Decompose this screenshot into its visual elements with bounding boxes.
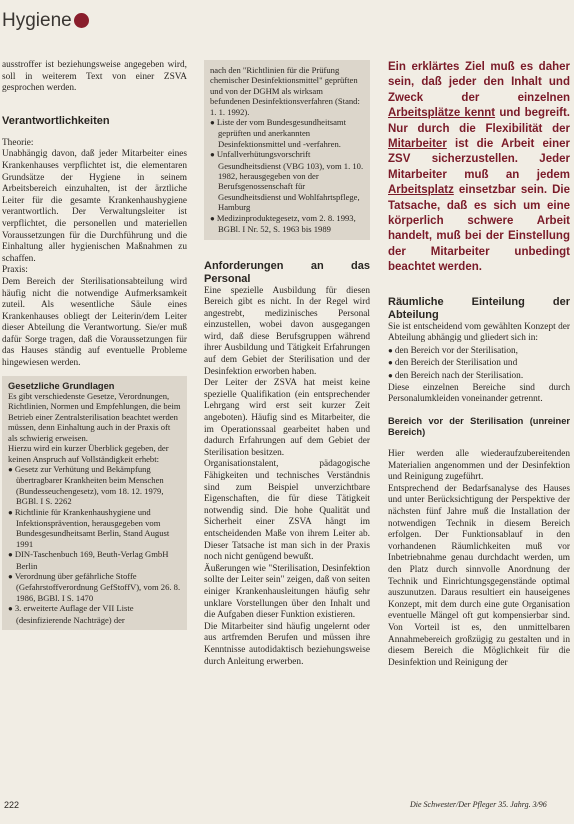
list-item: ● Verordnung über gefährliche Stoffe (Gefahrstoffverordnung GefStoffV), vom 26. 8. 1986, BGBl. I S. 1470 xyxy=(8,571,181,603)
staff-para-4: Äußerungen wie "Sterilisation, Desinfektion sollte der Leiter sein" zeigen, daß von seiten einiger Krankenhausleitungen häufig sehr unklare Vorstellungen über den Inhalt und die Aufgaben dieser Funktion existieren. xyxy=(204,563,370,621)
box-title: Gesetzliche Grundlagen xyxy=(8,380,115,391)
theory-text: Unabhängig davon, daß jeder Mitarbeiter eines Krankenhauses verpflichtet ist, die elementaren Grundsätze der Hygiene in seinem Arbeitsbereich einzuhalten, ist der ärztliche Leiter für die gesamte Krankenhaushygiene verantwortlich. Der Verwaltungsleiter ist verpflichtet, die personellen und materiellen Voraussetzungen für die Durchführung und die Einhaltung aller hygienischen Maßnahmen zu schaffen. xyxy=(2,149,187,264)
layout-para-1: Sie ist entscheidend vom gewählten Konzept der Abteilung abhängig und gliedert sich in: xyxy=(388,321,570,344)
list-item: ● Gesetz zur Verhütung und Bekämpfung übertragbarer Krankheiten beim Menschen (Bundesseuchengesetz), vom 18. 12. 1979, BGBl. I S. 2262 xyxy=(8,464,181,507)
page-number: 222 xyxy=(4,800,20,810)
section-dot-icon xyxy=(74,13,89,28)
list-item: ● Unfallverhütungsvorschrift Gesundheitsdienst (VBG 103), vom 1. 10. 1982, herausgegeben von der Berufsgenossenschaft für Gesundheitsdienst und Wohlfahrtspflege, Hamburg xyxy=(210,149,364,212)
list-item: ● Liste der vom Bundesgesundheitsamt geprüften und anerkannten Desinfektionsmittel und -verfahren. xyxy=(210,117,364,149)
legal-basis-box xyxy=(2,376,187,630)
unclean-para-1: Hier werden alle wiederaufzubereitenden Materialien angenommen und der Desinfektion und Reinigung zugeführt. xyxy=(388,449,570,483)
journal-source: Die Schwester/Der Pfleger 35. Jahrg. 3/96 xyxy=(410,800,547,809)
box-text-1: Es gibt verschiedenste Gesetze, Verordnungen, Richtlinien, Normen und Empfehlungen, die beim Betrieb einer Zentralsterilisation beachtet werden müssen, denn Einhaltung auch in der Praxis oft als schwierig erweisen. xyxy=(8,391,181,443)
intro-text: ausstroffer ist beziehungsweise angegeben wird, soll in weiterem Text von einer ZSVA gesprochen werden. xyxy=(2,60,187,94)
list-item: ● 3. erweiterte Auflage der VII Liste (desinfizierende Nachträge) der xyxy=(8,603,181,625)
staff-para-2: Der Leiter der ZSVA hat meist keine spezielle Qualifikation (ein entsprechender Lehrgang wird erst seit kurzer Zeit angeboten). Häufig sind es Mitarbeiter, die im Operationssaal gearbeitet haben und dadurch Erfahrungen auf dem Gebiet der Sterilisation besitzen. xyxy=(204,378,370,458)
practice-text: Dem Bereich der Sterilisationsabteilung wird häufig nicht die notwendige Aufmerksamkeit zuteil. Als wesentliche Säule eines Krankenhauses obliegt der Leiterin/dem Leiter dieser Abteilung die Verantwortung. Sie/er muß dafür Sorge tragen, daß die Voraussetzungen für das Hauses ständig auf eventuelle Probleme hingewiesen werden. xyxy=(2,276,187,369)
column-middle xyxy=(204,60,370,668)
unclean-para-2: Entsprechend der Bedarfsanalyse des Hauses und unter Berücksichtigung der Perspektive der nächsten fünf Jahre muß die Installation der notwendigen Technik in diesem Bereich erfolgen. Der Funktionsablauf in den vorhandenen Räumlichkeiten muß vor Inbetriebnahme genau durchdacht werden, um den Platz durch sinnvolle Anordnung der Technik und Einrichtungsgegenstände optimal auszunutzen. Daraus resultiert ein hauseigenes Konzept, mit dem durch eine gute Organisation eventuelle Mängel oft gut kompensierbar sind. Von Vorteil ist es, den unmittelbaren Annahmebereich großzügig zu gestalten und in diesem Bereich die Möglichkeit für die Desinfektion und Reinigung der xyxy=(388,483,570,668)
box-text-2: Hierzu wird ein kurzer Überblick gegeben, der keinen Anspruch auf Vollständigkeit erhebt: xyxy=(8,443,169,464)
theory-label: Theorie: xyxy=(2,137,34,148)
subheading-unclean-area: Bereich vor der Sterilisation (unreiner Bereich) xyxy=(388,415,570,438)
list-item: ● den Bereich nach der Sterilisation. xyxy=(388,370,570,383)
staff-para-1: Eine spezielle Ausbildung für diesen Bereich gibt es nicht. In der Regel wird angestrebt, medizinisches Personal einzustellen, wobei davon ausgegangen wird, daß diese Berufsgruppen während ihrer Ausbildung und Tätigkeit Erfahrungen auf dem Gebiet der Sterilisation und der Desinfektion erworben haben. xyxy=(204,285,370,377)
heading-responsibility: Verantwortlichkeiten xyxy=(2,114,110,127)
list-item: ● Medizinproduktegesetz, vom 2. 8. 1993, BGBl. I Nr. 52, S. 1963 bis 1989 xyxy=(210,213,364,235)
layout-para-2: Diese einzelnen Bereiche sind durch Personalumkleiden voneinander getrennt. xyxy=(388,382,570,405)
section-title: Hygiene xyxy=(2,10,72,31)
list-item: ● den Bereich vor der Sterilisation, xyxy=(388,345,570,358)
practice-label: Praxis: xyxy=(2,265,28,276)
legal-basis-box-continued xyxy=(204,60,370,240)
list-item: ● DIN-Taschenbuch 169, Beuth-Verlag GmbH Berlin xyxy=(8,549,181,571)
list-item: ● den Bereich der Sterilisation und xyxy=(388,357,570,370)
page-header xyxy=(0,0,574,44)
box-continued-text: nach den "Richtlinien für die Prüfung chemischer Desinfektionsmittel" geprüften und von der DGHM als wirksam befundenen Desinfektionsverfahren (Stand: 1. 1. 1992). xyxy=(210,65,360,117)
pull-quote: Ein erklärtes Ziel muß es daher sein, daß jeder den Inhalt und Zweck der einzelnen Arbeitsplätze kennt und begreift. Nur durch die Flexibilität der Mitarbeiter ist die Arbeit einer ZSV sicherzustellen. Jeder Mitarbeiter muß an jedem Arbeitsplatz einsetzbar sein. Die Tatsache, daß es sich um eine körperlich schwere Arbeit handelt, muß bei der Einstellung der Mitarbeiter unbedingt beachtet werden. xyxy=(388,61,571,274)
staff-para-5: Die Mitarbeiter sind häufig ungelernt oder aus artfremden Berufen und müssen ihre Kenntnisse autodidaktisch beziehungsweise durch Anleitung erwerben. xyxy=(204,621,370,667)
column-right xyxy=(388,60,570,669)
heading-room-layout: Räumliche Einteilung der Abteilung xyxy=(388,295,570,321)
list-item: ● Richtlinie für Krankenhaushygiene und Infektionsprävention, herausgegeben vom Bundesgesundheitsamt Berlin, Stand August 1991 xyxy=(8,507,181,550)
staff-para-3: Organisationstalent, pädagogische Fähigkeiten und technisches Verständnis sind zum Beispiel unverzichtbare Eigenschaften, die für diese Tätigkeit notwendig sind. Die hohe Qualität und Sicherheit einer ZSVA hängt im entscheidenden Maße von ihrem Leiter ab. Dieser Tatsache ist man sich in der Praxis noch nicht genügend bewußt. xyxy=(204,459,370,563)
column-left xyxy=(2,60,187,630)
heading-staff-requirements: Anforderungen an das Personal xyxy=(204,259,370,285)
